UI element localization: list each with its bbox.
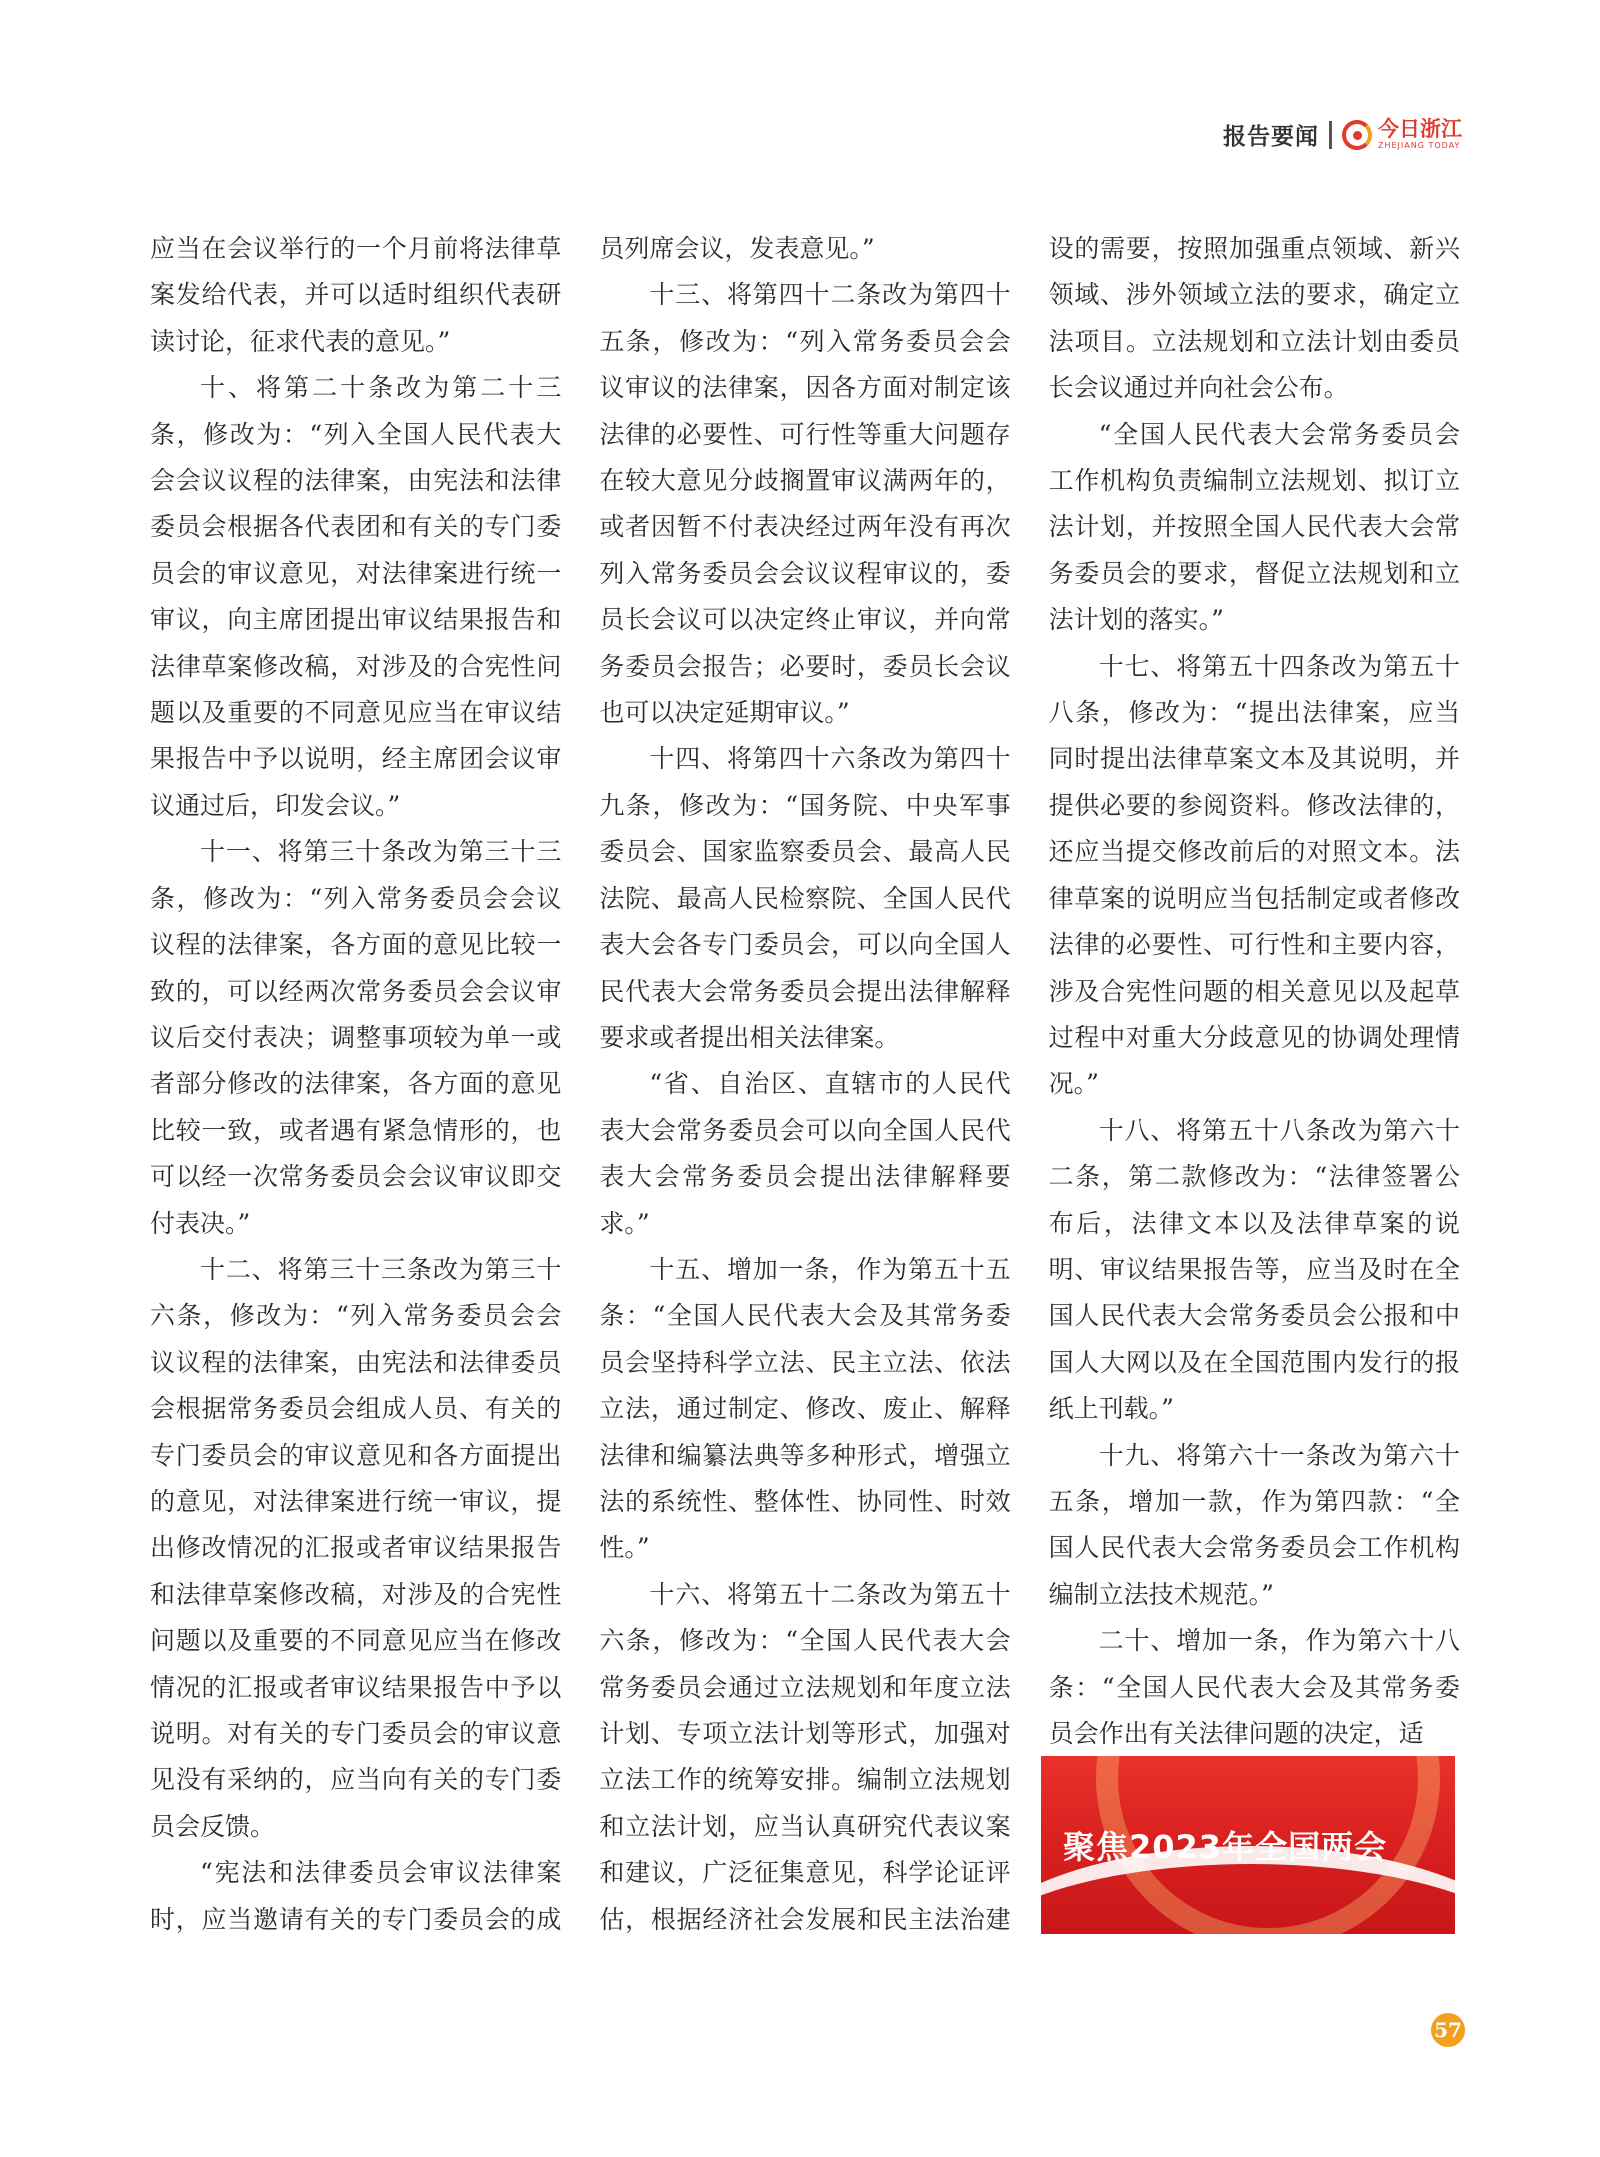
paragraph: 应当在会议举行的一个月前将法律草案发给代表，并可以适时组织代表研读讨论，征求代表的意见。” bbox=[150, 234, 562, 356]
paragraph: 十九、将第六十一条改为第六十五条，增加一款，作为第四款：“全国人民代表大会常务委员会工作机构编制立法技术规范。” bbox=[1048, 1440, 1460, 1609]
paragraph: “宪法和法律委员会审议法律案时，应当邀请有关的专门委员会的成员列席会议，发表意见。” bbox=[150, 234, 875, 1934]
paragraph: “省、自治区、直辖市的人民代表大会常务委员会可以向全国人民代表大会常务委员会提出法律解释要求。” bbox=[599, 1069, 1011, 1238]
page-number: 57 bbox=[1431, 2013, 1465, 2047]
magazine-logo bbox=[1342, 119, 1462, 150]
paragraph: 十一、将第三十条改为第三十三条，修改为：“列入常务委员会会议议程的法律案，各方面的意见比较一致的，可以经两次常务委员会会议审议后交付表决；调整事项较为单一或者部分修改的法律案，各方面的意见比较一致，或者遇有紧急情形的，也可以经一次常务委员会会议审议即交付表决。” bbox=[150, 837, 562, 1238]
logo-english-name: ZHEJIANG TODAY bbox=[1378, 141, 1461, 150]
logo-chinese-name: 今日浙江 bbox=[1378, 117, 1462, 141]
paragraph: 十、将第二十条改为第二十三条，修改为：“列入全国人民代表大会会议议程的法律案，由宪法和法律委员会根据各代表团和有关的专门委员会的审议意见，对法律案进行统一审议，向主席团提出审议结果报告和法律草案修改稿，对涉及的合宪性问题以及重要的不同意见应当在审议结果报告中予以说明，经主席团会议审议通过后，印发会议。” bbox=[150, 373, 562, 820]
article-body bbox=[150, 226, 1460, 1956]
paragraph: 十三、将第四十二条改为第四十五条，修改为：“列入常务委员会会议审议的法律案，因各方面对制定该法律的必要性、可行性等重大问题存在较大意见分歧搁置审议满两年的，或者因暂不付表决经过两年没有再次列入常务委员会会议议程审议的，委员长会议可以决定终止审议，并向常务委员会报告；必要时，委员长会议也可以决定延期审议。” bbox=[599, 280, 1011, 728]
page-header bbox=[1223, 118, 1462, 151]
paragraph: 十四、将第四十六条改为第四十九条，修改为：“国务院、中央军事委员会、国家监察委员会、最高人民法院、最高人民检察院、全国人民代表大会各专门委员会，可以向全国人民代表大会常务委员会提出法律解释要求或者提出相关法律案。 bbox=[599, 744, 1011, 1052]
logo-mark-icon bbox=[1342, 120, 1372, 150]
paragraph: 十八、将第五十八条改为第六十二条，第二款修改为：“法律签署公布后，法律文本以及法律草案的说明、审议结果报告等，应当及时在全国人民代表大会常务委员会公报和中国人大网以及在全国范围内发行的报纸上刊载。” bbox=[1048, 1115, 1460, 1424]
header-divider bbox=[1329, 121, 1332, 149]
paragraph: 十七、将第五十四条改为第五十八条，修改为：“提出法律案，应当同时提出法律草案文本及其说明，并提供必要的参阅资料。修改法律的，还应当提交修改前后的对照文本。法律草案的说明应当包括制定或者修改法律的必要性、可行性和主要内容，涉及合宪性问题的相关意见以及起草过程中对重大分歧意见的协调处理情况。” bbox=[1048, 651, 1460, 1099]
paragraph: “全国人民代表大会常务委员会工作机构负责编制立法规划、拟订立法计划，并按照全国人民代表大会常务委员会的要求，督促立法规划和立法计划的落实。” bbox=[1048, 419, 1460, 635]
promo-banner bbox=[1041, 1756, 1455, 1934]
paragraph: 十五、增加一条，作为第五十五条：“全国人民代表大会及其常务委员会坚持科学立法、民主立法、依法立法，通过制定、修改、废止、解释法律和编纂法典等多种形式，增强立法的系统性、整体性、协同性、时效性。” bbox=[599, 1254, 1011, 1563]
section-title: 报告要闻 bbox=[1223, 124, 1319, 150]
logo-text bbox=[1378, 119, 1462, 150]
paragraph: 十二、将第三十三条改为第三十六条，修改为：“列入常务委员会会议议程的法律案，由宪法和法律委员会根据常务委员会组成人员、有关的专门委员会的审议意见和各方面提出的意见，对法律案进行统一审议，提出修改情况的汇报或者审议结果报告和法律草案修改稿，对涉及的合宪性问题以及重要的不同意见应当在修改情况的汇报或者审议结果报告中予以说明。对有关的专门委员会的审议意见没有采纳的，应当向有关的专门委员会反馈。 bbox=[150, 1254, 562, 1841]
paragraph: 二十、增加一条，作为第六十八条：“全国人民代表大会及其常务委员会作出有关法律问题的决定，适 bbox=[1048, 1626, 1460, 1748]
banner-title: 聚焦2023年全国两会 bbox=[1063, 1828, 1388, 1866]
paragraph: 十六、将第五十二条改为第五十六条，修改为：“全国人民代表大会常务委员会通过立法规划和年度立法计划、专项立法计划等形式，加强对立法工作的统筹安排。编制立法规划和立法计划，应当认真研究代表议案和建议，广泛征集意见，科学论证评估，根据经济社会发展和民主法治建设的需要，按照加强重点领域、新兴领域、涉外领域立法的要求，确定立法项目。立法规划和立法计划由委员长会议通过并向社会公布。 bbox=[599, 234, 1460, 1934]
